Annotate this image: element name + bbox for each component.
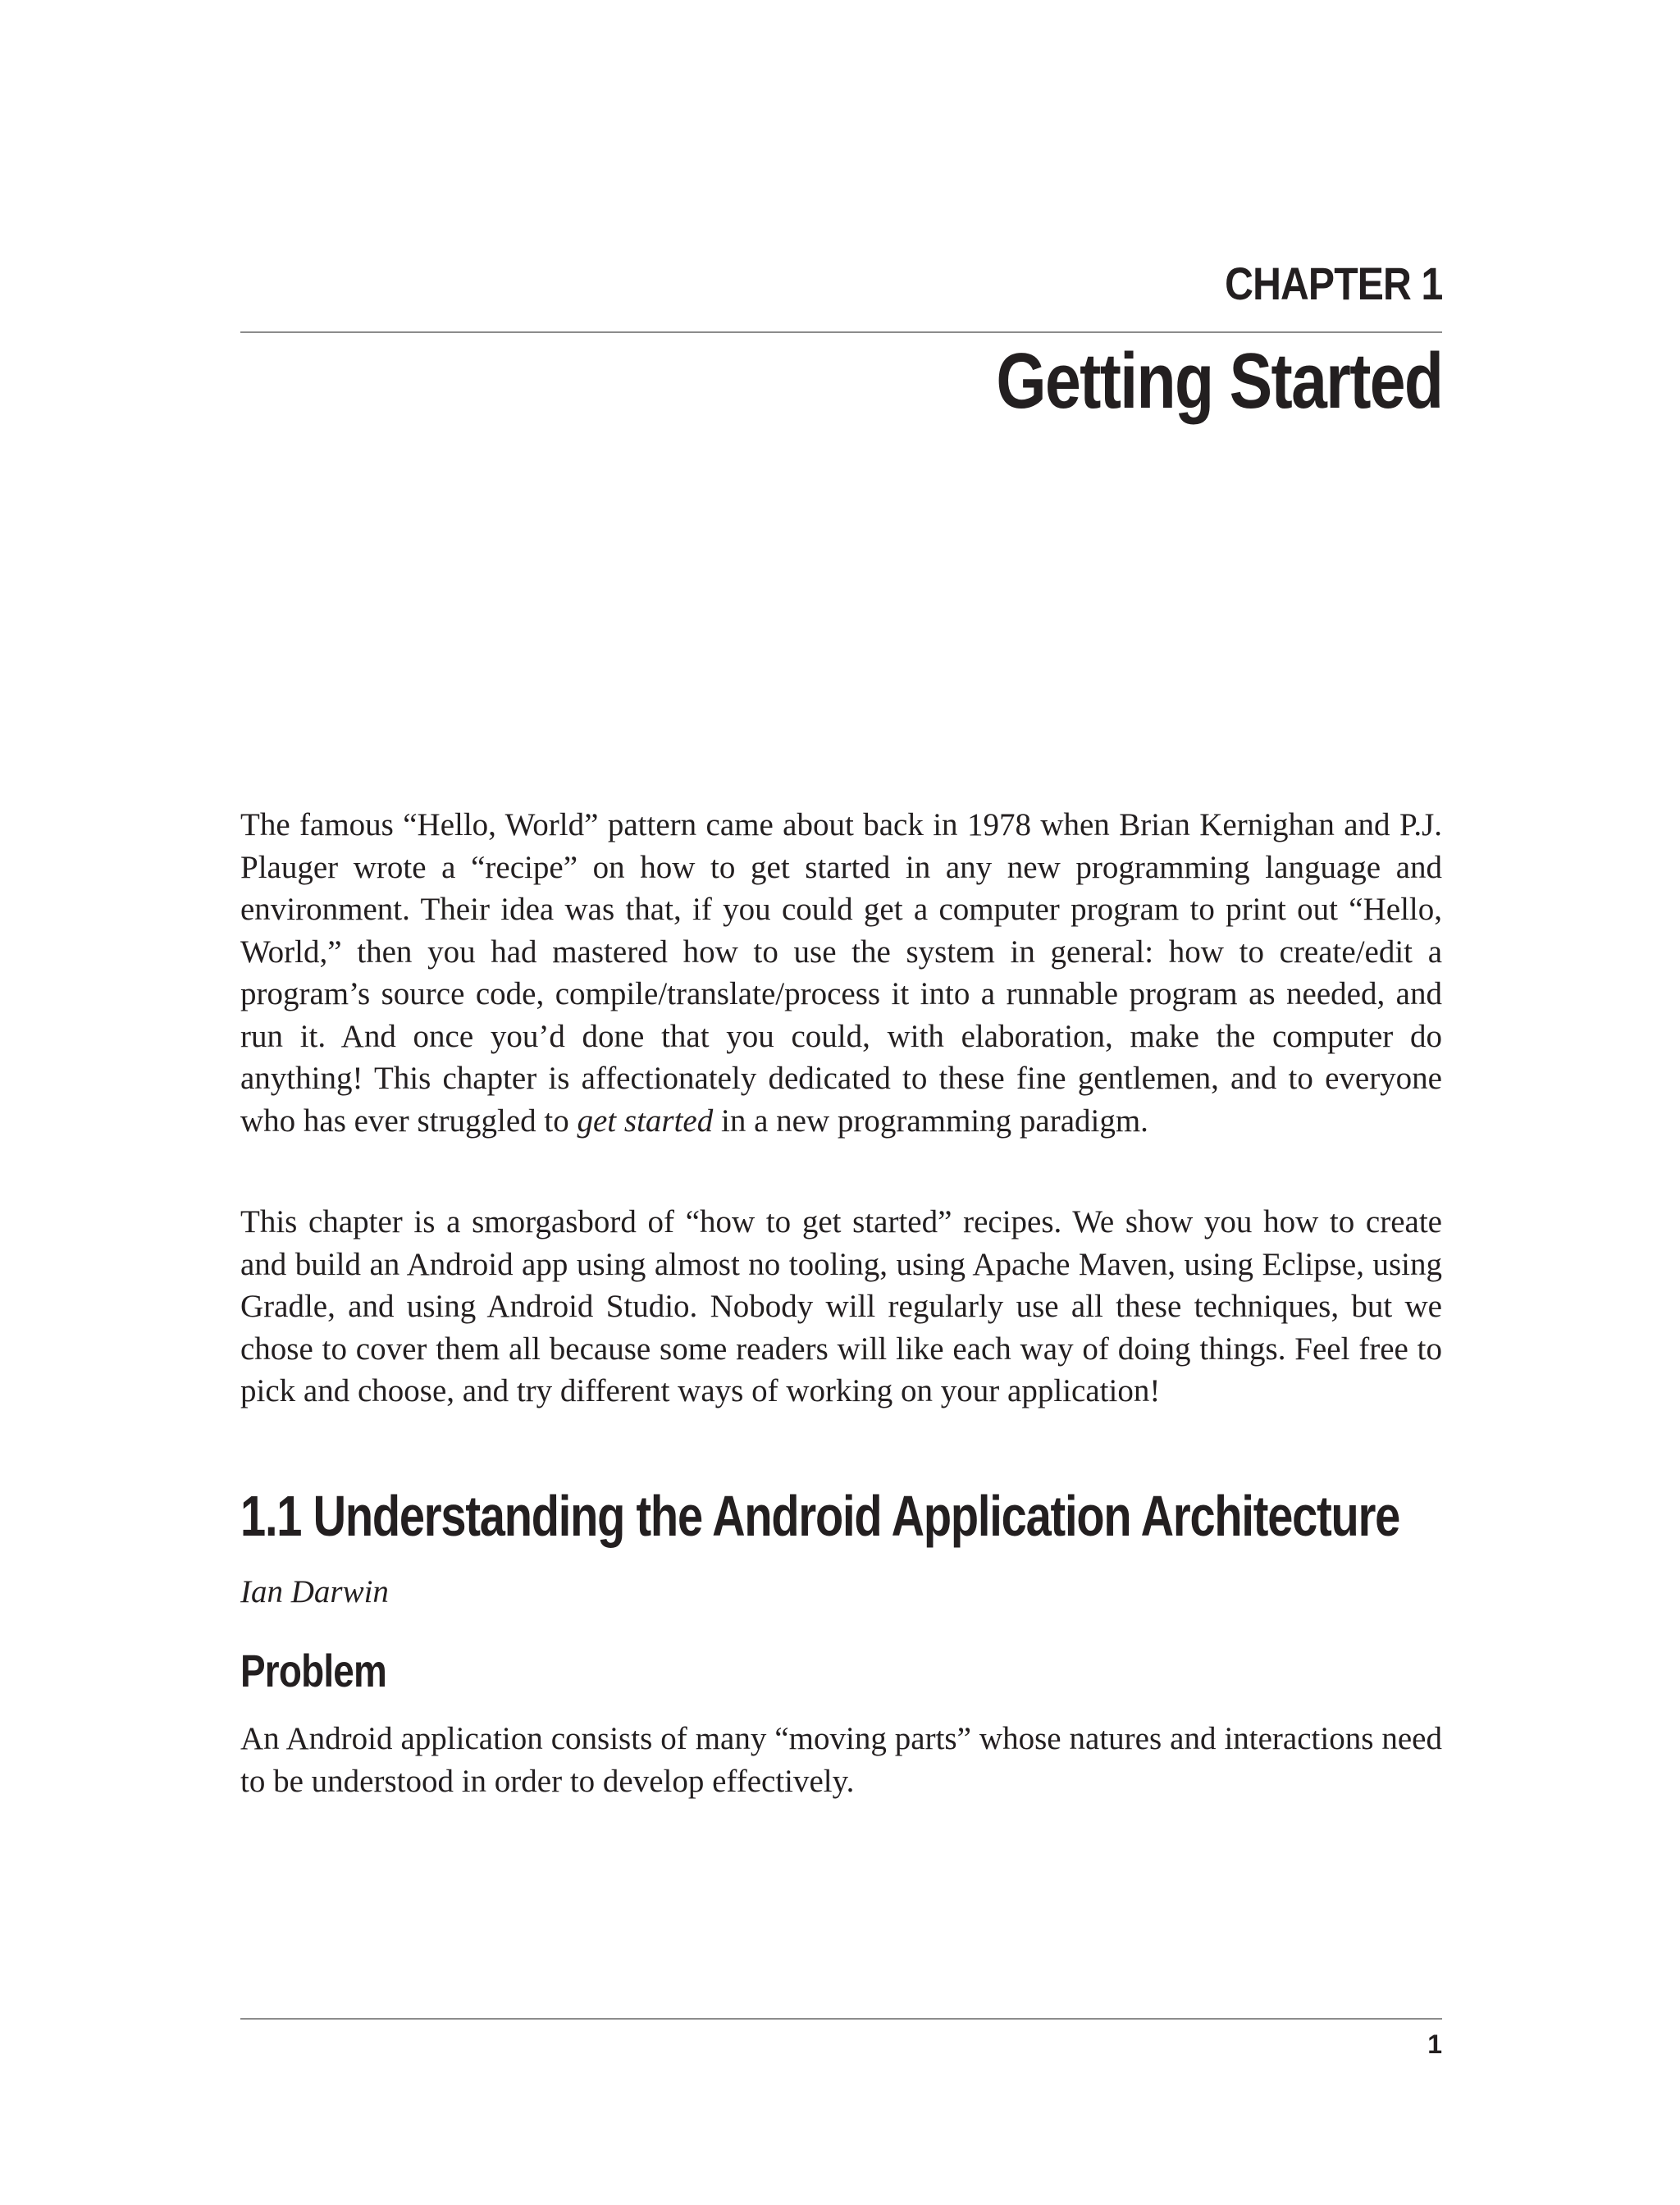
intro-paragraph-1 bbox=[240, 804, 1442, 1142]
chapter-label: CHAPTER 1 bbox=[1224, 258, 1442, 309]
intro-paragraph-1-text: The famous “Hello, World” pattern came about back in 1978 when Brian Kernighan and P.J. Plauger wrote a “recipe” on how to get started in any new programming language and environment. Their idea was that, if you could get a computer program to print out “Hello, World,” then you had mastered how to use the system in general: how to create/edit a program’s source code, compile/translate/process it into a runnable program as needed, and run it. And once you’d done that you could, with elaboration, make the computer do anything! This chapter is affectionately dedicated to these fine gentlemen, and to everyone who has ever struggled to bbox=[240, 807, 1442, 1139]
page-number: 1 bbox=[1427, 2029, 1442, 2059]
chapter-rule bbox=[240, 331, 1442, 333]
intro-paragraph-1-end: in a new programming paradigm. bbox=[713, 1102, 1148, 1139]
problem-paragraph: An Android application consists of many “moving parts” whose natures and interactions need to be understood in order to develop effectively. bbox=[240, 1721, 1442, 1799]
section-author: Ian Darwin bbox=[240, 1574, 389, 1609]
problem-heading: Problem bbox=[240, 1645, 386, 1696]
intro-paragraph-2: This chapter is a smorgasbord of “how to get started” recipes. We show you how to create and build an Android app using almost no tooling, using Apache Maven, using Eclipse, using Gradle, and using Android Studio. Nobody will regularly use all these techniques, but we chose to cover them all because some readers will like each way of doing things. Feel free to pick and choose, and try different ways of working on your application! bbox=[240, 1204, 1442, 1408]
footer-rule bbox=[240, 2018, 1442, 2020]
chapter-title: Getting Started bbox=[996, 337, 1442, 425]
intro-emphasis: get started bbox=[577, 1102, 714, 1139]
section-heading: 1.1 Understanding the Android Application Architecture bbox=[240, 1484, 1400, 1548]
